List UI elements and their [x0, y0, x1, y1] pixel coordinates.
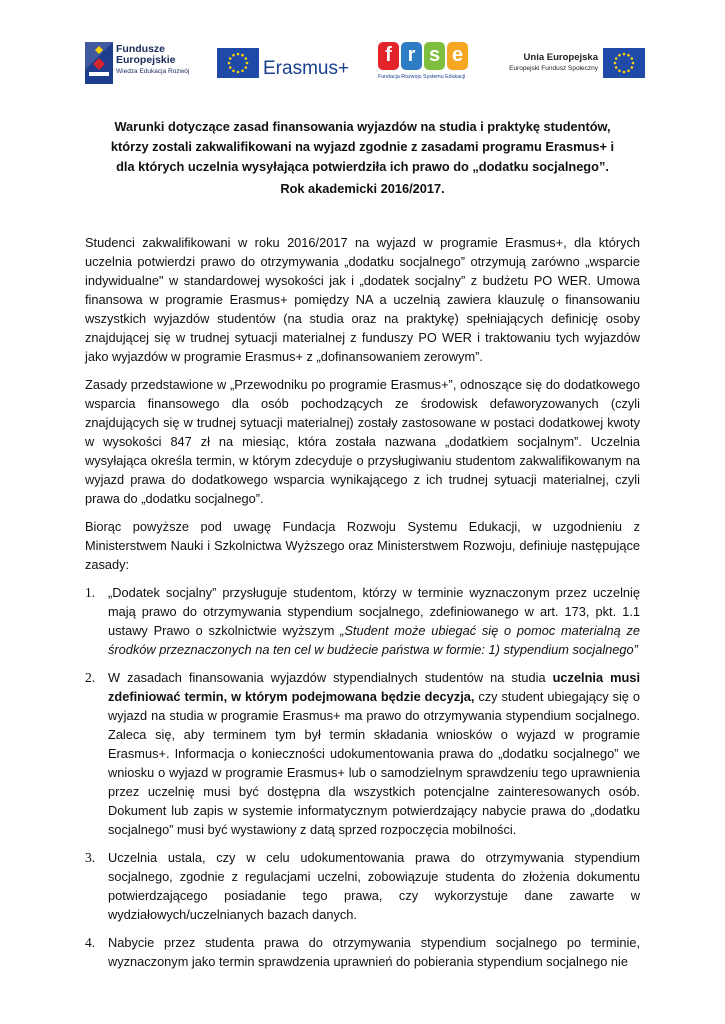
list-item: [85, 668, 640, 839]
list-number: 1.: [85, 585, 96, 600]
ue-fund: Europejski Fundusz Społeczny: [509, 65, 598, 72]
eu-flag-icon: [603, 48, 645, 78]
list-text: „Dodatek socjalny” przysługuje studentom, którzy w terminie wyznaczonym przez uczelnię mają prawo do otrzymywania stypendium socjalnego, zdefiniowanego w art. 173, pkt. 1.1 ustawy Prawo o szkolnictwie wyższym: [108, 585, 640, 638]
fe-tagline: Wiedza Edukacja Rozwój: [116, 68, 190, 75]
list-text: czy student ubiegający się o wyjazd na studia w programie Erasmus+ ma prawo do otrzymywania stypendium socjalnego. Zaleca się, aby terminem tym był termin składania wniosków o wyjazd w programie Erasmus+. Informacja o konieczności udokumentowania prawa do „dodatku socjalnego” we wniosku o wyjazd w programie Erasmus+ lub o samodzielnym sprawdzeniu tego uprawnienia przez uczelnię musi być dostępna dla wszystkich potencjalne zainteresowanych osób. Dokument lub zapis w systemie informatycznym potwierdzający nabycie prawa do „dodatku socjalnego” musi być wystawiony z datą sprzed rozpoczęcia mobilności.: [108, 689, 640, 837]
list-item: [85, 848, 640, 924]
list-text: W zasadach finansowania wyjazdów stypendialnych studentów na studia: [108, 670, 553, 685]
list-text: Nabycie przez studenta prawa do otrzymywania stypendium socjalnego po terminie, wyznaczonym jako termin sprawdzenia uprawnień do pobierania stypendium socjalnego nie: [108, 935, 640, 969]
list-text: Uczelnia ustala, czy w celu udokumentowania prawa do otrzymywania stypendium socjalnego, zgodnie z regulacjami uczelni, zobowiązuje studenta do złożenia dokumentu potwierdzającego posiadanie tego prawa, czy wykorzystuje dane zawarte w wydziałowych/uczelnianych bazach danych.: [108, 850, 640, 922]
list-number: 3.: [85, 850, 96, 865]
fundusze-europejskie-logo: [85, 40, 200, 88]
quoted-law: „Student może ubiegać się o pomoc materialną ze środków przeznaczonych na ten cel w budżecie państwa w formie: 1) stypendium socjalnego”: [108, 623, 640, 657]
frse-caption: Fundacja Rozwoju Systemu Edukacji: [378, 74, 466, 80]
fe-name: Fundusze Europejskie: [116, 43, 176, 66]
eu-flag-icon: [217, 48, 259, 78]
paragraph: Studenci zakwalifikowani w roku 2016/2017 na wyjazd w programie Erasmus+, dla których uczelnia potwierdzi prawo do otrzymywania „dodatku socjalnego” otrzymują zarówno „wsparcie indywidualne" w standardowej wysokości jak i „dodatek socjalny” z budżetu PO WER. Umowa finansowa w programie Erasmus+ pomiędzy NA a uczelnią zawiera klauzulę o finansowaniu wszystkich wyjazdów studentów (na studia oraz na praktykę) spełniających definicję osoby znajdującej się w trudnej sytuacji materialnej z funduszy PO WER i traktowaniu tych wyjazdów jako wyjazdów w programie Erasmus+ z „dofinansowaniem zerowym”.: [85, 235, 640, 364]
unia-europejska-logo: [495, 40, 645, 88]
paragraph: Zasady przedstawione w „Przewodniku po programie Erasmus+”, odnoszące się do dodatkowego wsparcia finansowego dla osób pochodzących ze środowisk defaworyzowanych (czyli znajdujących się w trudnej sytuacji materialnej) zostały zastosowane w postaci dodatkowej kwoty w wysokości 847 zł na miesiąc, która została nazwana „dodatkiem socjalnym”. Uczelnia wysyłająca określa termin, w którym zdecyduje o przysługiwaniu studentom zakwalifikowanym na wyjazd prawa do dodatkowego wsparcia wynikającego z ich trudnej sytuacji materialnej, czyli prawa do „dodatku socjalnego”.: [85, 377, 640, 506]
frse-letter: e: [447, 42, 468, 70]
list-item: [85, 933, 640, 971]
logo-bar: [85, 40, 645, 88]
erasmus-logo: [217, 40, 352, 88]
list-number: 4.: [85, 935, 96, 950]
academic-year: Rok akademicki 2016/2017.: [280, 181, 445, 196]
frse-letter: s: [424, 42, 445, 70]
document-title: Warunki dotyczące zasad finansowania wyjazdów na studia i praktykę studentów, którzy zostali zakwalifikowani na wyjazd zgodnie z zasadami programu Erasmus+ i dla których uczelnia wysyłająca potwierdziła ich prawo do „dodatku socjalnego”.: [110, 119, 615, 174]
document-body: [85, 233, 640, 980]
erasmus-wordmark: Erasmus+: [263, 58, 350, 79]
rules-list: [85, 583, 640, 971]
list-item: [85, 583, 640, 659]
frse-letter: f: [378, 42, 399, 70]
ue-name: Unia Europejska: [523, 52, 598, 63]
frse-logo: [378, 40, 473, 88]
frse-letter: r: [401, 42, 422, 70]
list-number: 2.: [85, 670, 96, 685]
paragraph: Biorąc powyższe pod uwagę Fundacja Rozwoju Systemu Edukacji, w uzgodnieniu z Ministerstwem Nauki i Szkolnictwa Wyższego oraz Ministerstwem Rozwoju, definiuje następujące zasady:: [85, 519, 640, 572]
fe-flag-icon: [85, 42, 113, 84]
emphasis: uczelnia musi zdefiniować termin, w którym podejmowana będzie decyzja,: [108, 670, 640, 704]
